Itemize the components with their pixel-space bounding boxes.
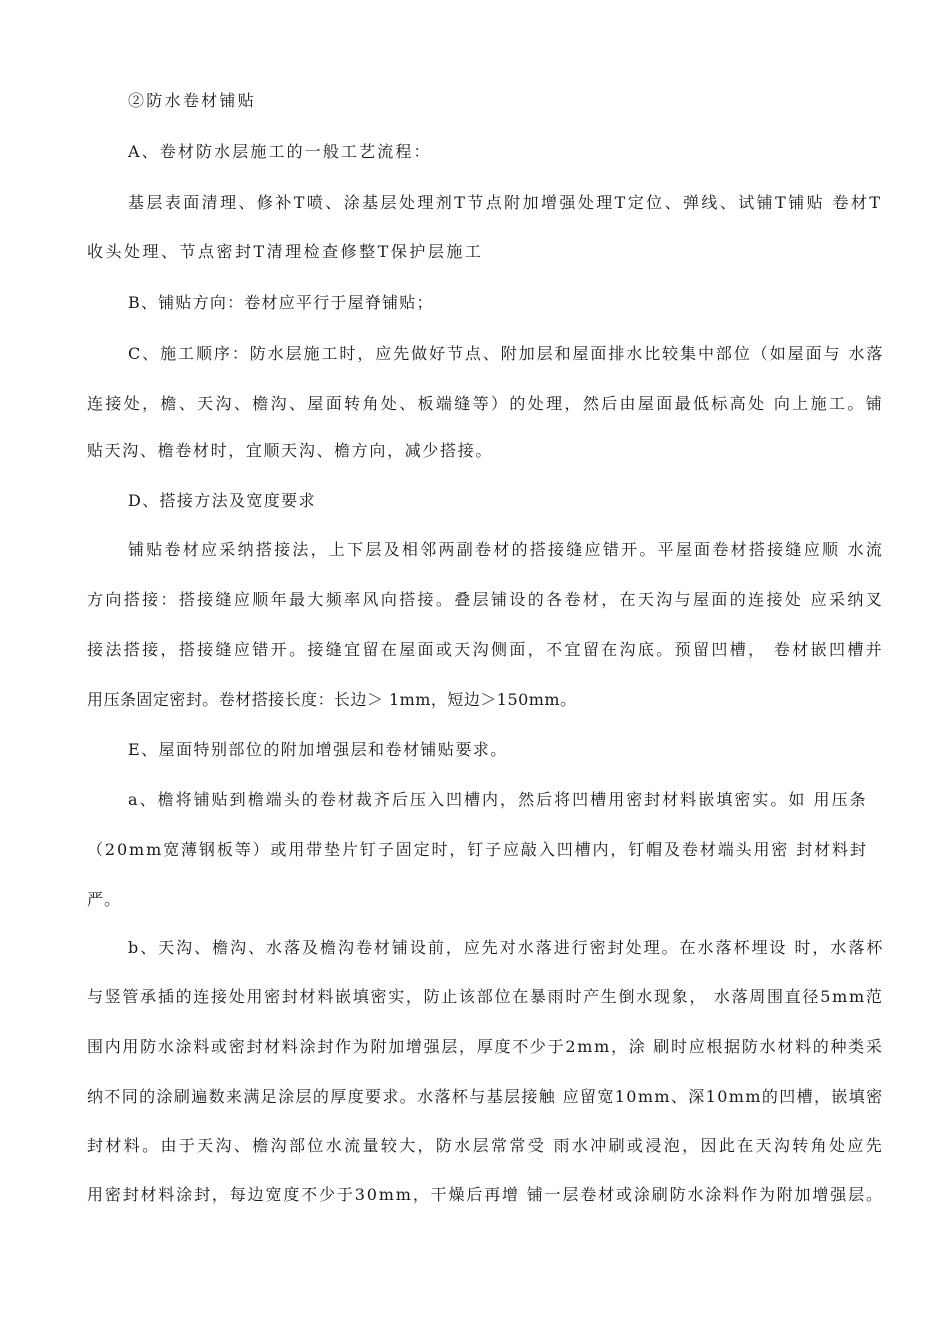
paragraph-line: 贴天沟、檐卷材时，宜顺天沟、檐方向，减少搭接。 (87, 441, 493, 460)
subheading-e: E、屋面特别部位的附加增强层和卷材铺贴要求。 (128, 740, 508, 759)
paragraph-line: 铺贴卷材应采纳搭接法，上下层及相邻两副卷材的搭接缝应错开。平屋面卷材搭接缝应顺 水流 (128, 540, 885, 559)
paragraph-line: 与竖管承插的连接处用密封材料嵌填密实，防止该部位在暴雨时产生倒水现象， 水落周围直径5mm范 (87, 987, 884, 1006)
paragraph-line: 围内用防水涂料或密封材料涂封作为附加增强层，厚度不少于2mm，涂 刷时应根据防水材料的种类采 (87, 1037, 884, 1056)
paragraph-line: b、天沟、檐沟、水落及檐沟卷材铺设前，应先对水落进行密封处理。在水落杯埋设 时，水落杯 (128, 938, 885, 957)
subheading-d: D、搭接方法及宽度要求 (128, 491, 316, 510)
paragraph-line: （20mm宽薄钢板等）或用带垫片钉子固定时，钉子应敲入凹槽内，钉帽及卷材端头用密 封材料封 (87, 840, 868, 859)
paragraph-line: 封材料。由于天沟、檐沟部位水流量较大，防水层常常受 雨水冲刷或浸泡，因此在天沟转角处应先 (87, 1136, 885, 1155)
paragraph-line: 用压条固定密封。卷材搭接长度：长边＞ 1mm，短边＞150mm。 (87, 690, 577, 709)
paragraph-line: a、檐将铺贴到檐端头的卷材裁齐后压入凹槽内，然后将凹槽用密封材料嵌填密实。如 用压条 (128, 790, 868, 809)
paragraph-line: 用密封材料涂封，每边宽度不少于30mm，干燥后再增 铺一层卷材或涂刷防水涂料作为附加增强层。 (87, 1185, 884, 1204)
paragraph-line: 连接处，檐、天沟、檐沟、屋面转角处、板端缝等）的处理，然后由屋面最低标高处 向上施工。铺 (87, 394, 885, 413)
paragraph-line: 纳不同的涂刷遍数来满足涂层的厚度要求。水落杯与基层接触 应留宽10mm、深10mm的凹槽，嵌填密 (87, 1087, 884, 1106)
subheading-a: A、卷材防水层施工的一般工艺流程： (128, 142, 432, 161)
paragraph-line: 严。 (87, 890, 122, 909)
paragraph-line: 基层表面清理、修补T喷、涂基层处理剂T节点附加增强处理T定位、弹线、试铺T铺贴 卷材T (128, 193, 883, 212)
paragraph-line: 接法搭接，搭接缝应错开。接缝宜留在屋面或天沟侧面，不宜留在沟底。预留凹槽， 卷材嵌凹槽并 (87, 640, 885, 659)
subheading-b: B、铺贴方向：卷材应平行于屋脊铺贴； (128, 293, 434, 312)
section-heading: ②防水卷材铺贴 (128, 91, 257, 110)
paragraph-line: 方向搭接：搭接缝应顺年最大频率风向搭接。叠层铺设的各卷材，在天沟与屋面的连接处 应采纳叉 (87, 590, 885, 609)
subheading-c: C、施工顺序：防水层施工时，应先做好节点、附加层和屋面排水比较集中部位（如屋面与 水落 (128, 344, 885, 363)
paragraph-line: 收头处理、节点密封T清理检查修整T保护层施工 (87, 242, 484, 261)
